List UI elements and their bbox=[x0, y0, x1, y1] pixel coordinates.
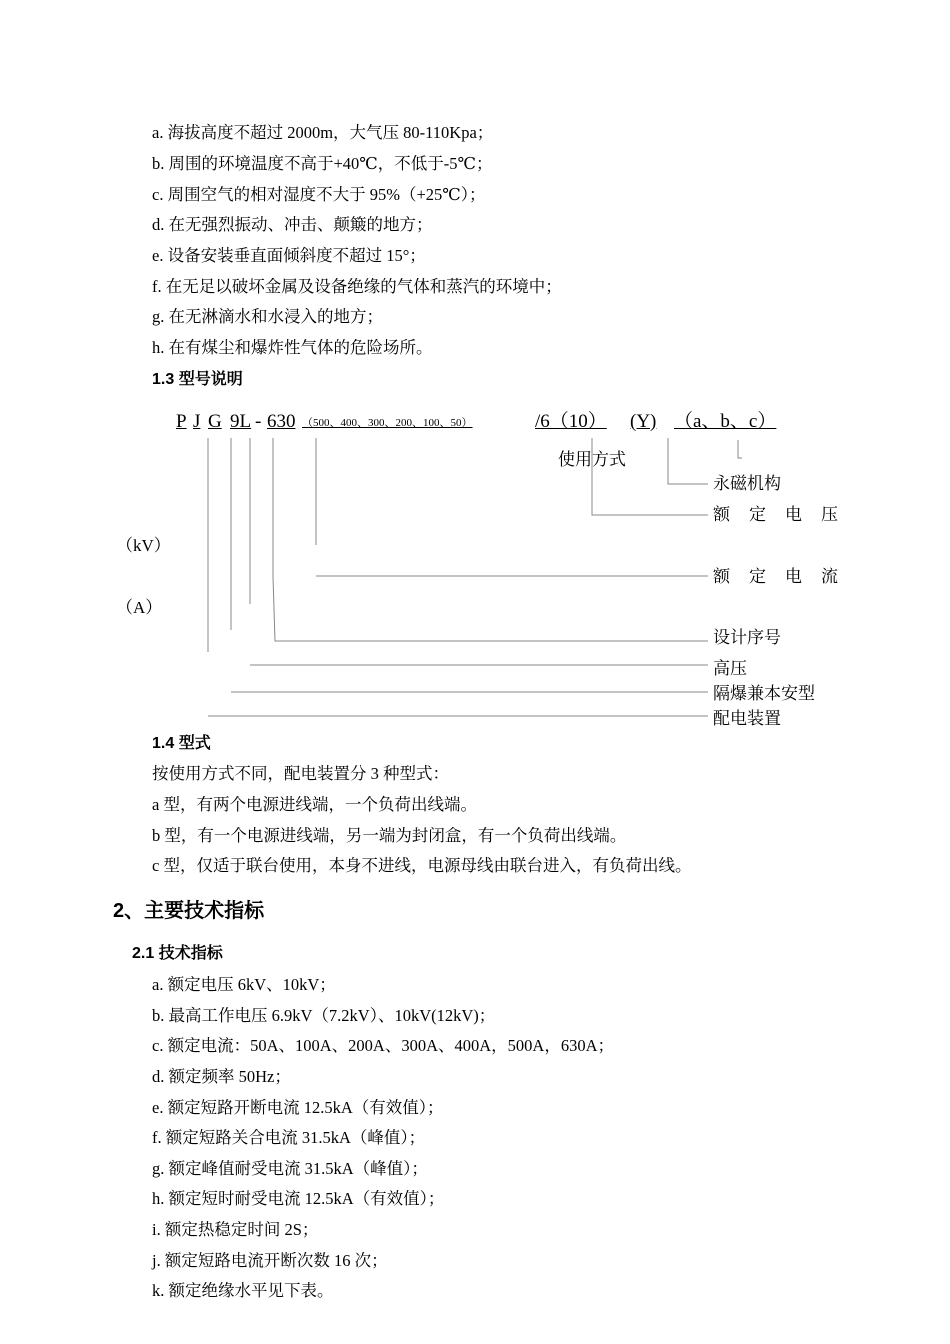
label-explosion-proof: 隔爆兼本安型 bbox=[713, 684, 815, 703]
label-usage-mode: 使用方式 bbox=[558, 450, 626, 469]
model-usage: （a、b、c） bbox=[674, 411, 777, 432]
label-a-unit: （A） bbox=[116, 598, 163, 617]
spec-line: h. 额定短时耐受电流 12.5kA（有效值）； bbox=[152, 1189, 445, 1208]
model-mechanism: (Y) bbox=[630, 411, 657, 432]
model-seq: 9L bbox=[230, 411, 252, 432]
section-1-4-line: a 型，有两个电源进线端，一个负荷出线端。 bbox=[152, 795, 477, 814]
label-permanent-magnet: 永磁机构 bbox=[713, 474, 781, 493]
model-p: P bbox=[176, 411, 187, 432]
spec-line: c. 额定电流：50A、100A、200A、300A、400A，500A，630A； bbox=[152, 1036, 614, 1055]
section-1-4-line: b 型，有一个电源进线端，另一端为封闭盒，有一个负荷出线端。 bbox=[152, 826, 627, 845]
leader-usage bbox=[738, 440, 742, 458]
env-condition-c: c. 周围空气的相对湿度不大于 95%（+25℃）； bbox=[152, 185, 486, 204]
env-condition-d: d. 在无强烈振动、冲击、颠簸的地方； bbox=[152, 215, 433, 234]
label-rated-voltage: 额定电压 bbox=[713, 505, 857, 524]
section-1-4-heading: 1.4 型式 bbox=[152, 735, 211, 752]
model-current: 630 bbox=[267, 411, 296, 432]
label-rated-current: 额定电流 bbox=[713, 567, 857, 586]
section-1-3-heading: 1.3 型号说明 bbox=[152, 371, 243, 388]
label-design-seq: 设计序号 bbox=[713, 628, 781, 647]
section-1-4-line: 按使用方式不同，配电装置分 3 种型式： bbox=[152, 764, 449, 783]
leader-design-seq bbox=[273, 438, 708, 641]
env-condition-a: a. 海拔高度不超过 2000m，大气压 80-110Kpa； bbox=[152, 123, 494, 142]
model-j: J bbox=[193, 411, 201, 432]
model-voltage: /6（10） bbox=[535, 411, 607, 432]
section-2-heading: 2、主要技术指标 bbox=[113, 900, 265, 922]
spec-line: f. 额定短路关合电流 31.5kA（峰值）； bbox=[152, 1128, 426, 1147]
label-kv-unit: （kV） bbox=[116, 536, 171, 555]
env-condition-f: f. 在无足以破坏金属及设备绝缘的气体和蒸汽的环境中； bbox=[152, 277, 562, 296]
spec-line: b. 最高工作电压 6.9kV（7.2kV）、10kV(12kV)； bbox=[152, 1006, 496, 1025]
spec-line: d. 额定频率 50Hz； bbox=[152, 1067, 291, 1086]
env-condition-e: e. 设备安装垂直面倾斜度不超过 15°； bbox=[152, 246, 426, 265]
spec-line: e. 额定短路开断电流 12.5kA（有效值）； bbox=[152, 1098, 444, 1117]
section-2-1-heading: 2.1 技术指标 bbox=[132, 945, 223, 962]
env-condition-b: b. 周围的环境温度不高于+40℃，不低于-5℃； bbox=[152, 154, 493, 173]
spec-line: j. 额定短路电流开断次数 16 次； bbox=[152, 1251, 388, 1270]
spec-line: k. 额定绝缘水平见下表。 bbox=[152, 1281, 334, 1300]
leader-mechanism bbox=[668, 438, 708, 484]
spec-line: i. 额定热稳定时间 2S； bbox=[152, 1220, 319, 1239]
model-current-options: （500、400、300、200、100、50） bbox=[302, 417, 473, 429]
label-high-voltage: 高压 bbox=[713, 659, 747, 678]
env-condition-h: h. 在有煤尘和爆炸性气体的危险场所。 bbox=[152, 338, 433, 357]
label-distribution: 配电装置 bbox=[713, 709, 781, 728]
spec-line: g. 额定峰值耐受电流 31.5kA（峰值）； bbox=[152, 1159, 428, 1178]
section-1-4-line: c 型，仅适于联台使用，本身不进线，电源母线由联台进入，有负荷出线。 bbox=[152, 856, 692, 875]
model-g: G bbox=[208, 411, 222, 432]
env-condition-g: g. 在无淋滴水和水浸入的地方； bbox=[152, 307, 383, 326]
model-dash: - bbox=[255, 411, 262, 432]
spec-line: a. 额定电压 6kV、10kV； bbox=[152, 975, 336, 994]
